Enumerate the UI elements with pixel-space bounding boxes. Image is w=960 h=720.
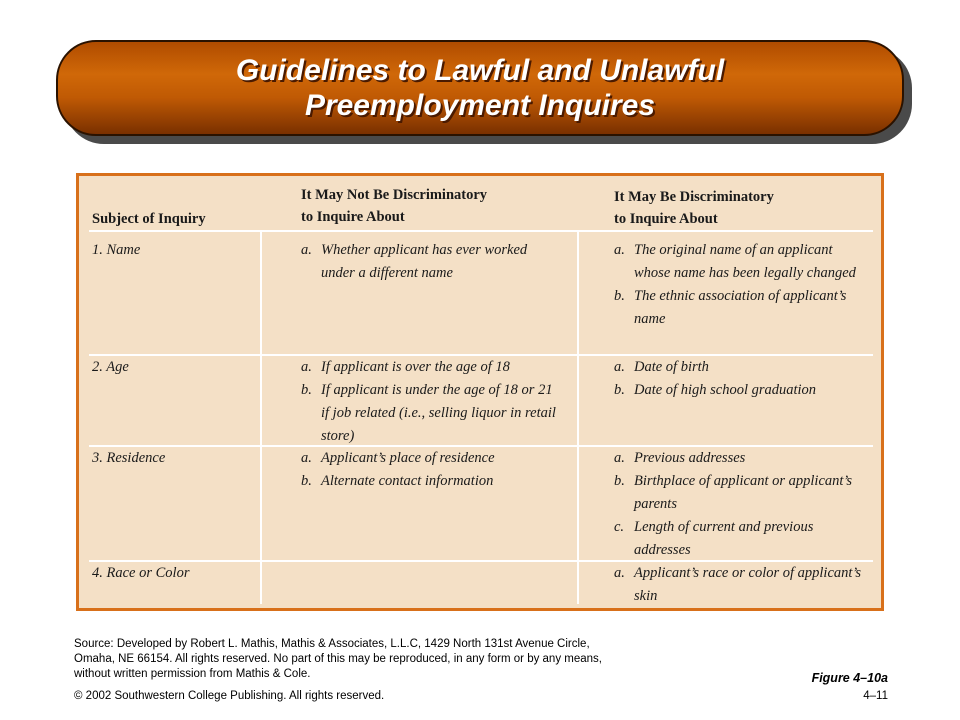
header-lawful: It May Not Be Discriminatory to Inquire About	[301, 187, 488, 225]
row-subject: 3. Residence	[92, 450, 166, 466]
list-item: a. The original name of an applicant whose name has been legally changed	[614, 242, 856, 281]
inquiry-table	[76, 173, 884, 611]
header-unlawful: It May Be Discriminatory to Inquire About	[614, 189, 774, 227]
header-subject: Subject of Inquiry	[92, 211, 206, 227]
row-subject: 4. Race or Color	[92, 565, 190, 581]
list-item: a. Previous addresses	[614, 450, 746, 466]
list-item: a. Applicant’s race or color of applicant’s skin	[614, 565, 862, 604]
column-rule	[260, 230, 262, 604]
list-item: b. If applicant is under the age of 18 or 21 if job related (i.e., selling liquor in retail store)	[301, 382, 556, 444]
column-rule	[577, 230, 579, 604]
list-item: b. Alternate contact information	[301, 473, 494, 489]
copyright: © 2002 Southwestern College Publishing. All rights reserved.	[74, 690, 385, 702]
list-item: b. Date of high school graduation	[614, 382, 817, 398]
unlawful-list	[614, 239, 872, 331]
list-item: a. Whether applicant has ever worked under a different name	[301, 242, 528, 281]
unlawful-list	[614, 356, 872, 402]
lawful-list	[301, 447, 561, 493]
page-number: 4–11	[863, 690, 888, 702]
header-rule	[89, 230, 873, 232]
list-item: c. Length of current and previous addresses	[614, 519, 814, 558]
list-item: b. Birthplace of applicant or applicant’s parents	[614, 473, 853, 512]
source-note: Source: Developed by Robert L. Mathis, Mathis & Associates, L.L.C, 1429 North 131st Avenue Circle, Omaha, NE 66154. All rights reserved. No part of this may be reproduced, in any form or by any means, without written permission from Mathis & Cole.	[74, 638, 602, 680]
list-item: a. Date of birth	[614, 359, 709, 375]
list-item: b. The ethnic association of applicant’s name	[614, 288, 847, 327]
slide-title: Guidelines to Lawful and Unlawful Preemployment Inquires	[235, 54, 725, 122]
lawful-list	[301, 239, 561, 285]
unlawful-list	[614, 562, 872, 608]
unlawful-list	[614, 447, 872, 562]
inquiry-table-body	[89, 176, 873, 604]
lawful-list	[301, 356, 561, 448]
title-banner	[56, 40, 904, 136]
row-subject: 2. Age	[92, 359, 129, 375]
figure-label: Figure 4–10a	[811, 671, 888, 685]
list-item: a. Applicant’s place of residence	[301, 450, 495, 466]
row-subject: 1. Name	[92, 242, 141, 258]
list-item: a. If applicant is over the age of 18	[301, 359, 510, 375]
